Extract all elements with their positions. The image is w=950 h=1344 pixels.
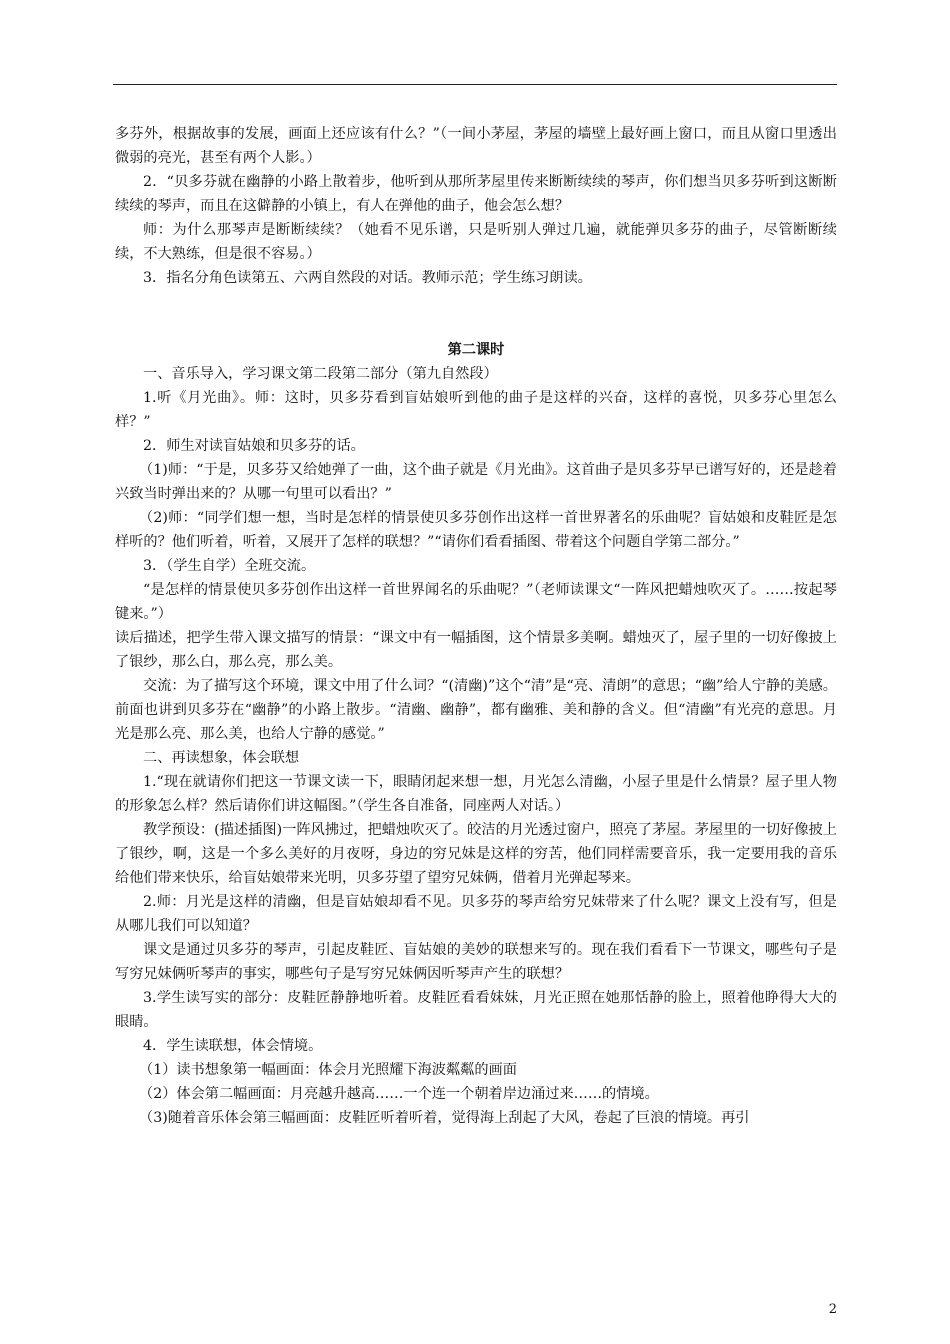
paragraph: （2）体会第二幅画面：月亮越升越高……一个连一个朝着岸边涌过来……的情境。	[139, 1086, 659, 1102]
header-rule	[113, 84, 837, 85]
paragraph: 3.学生读写实的部分：皮鞋匠静静地听着。皮鞋匠看看妹妹，月光正照在她那恬静的脸上，照着他睁得大大的眼睛。	[115, 990, 837, 1030]
paragraph: 1.听《月光曲》。师：这时，贝多芬看到盲姑娘听到他的曲子是这样的兴奋，这样的喜悦，贝多芬心里怎么样？”	[115, 390, 837, 430]
paragraph: 2．师生对读盲姑娘和贝多芬的话。	[143, 438, 365, 454]
paragraph: “是怎样的情景使贝多芬创作出这样一首世界闻名的乐曲呢？”（老师读课文“一阵风把蜡烛吹灭了。……按起琴键来。”）	[115, 582, 837, 622]
paragraph: 多芬外，根据故事的发展，画面上还应该有什么？”（一间小茅屋，茅屋的墙壁上最好画上窗口，而且从窗口里透出微弱的亮光，甚至有两个人影。）	[115, 126, 837, 166]
paragraph: 1.“现在就请你们把这一节课文读一下，眼睛闭起来想一想，月光怎么清幽，小屋子里是什么情景？屋子里人物的形象怎么样？然后请你们讲这幅图。”（学生各自准备，同座两人对话。）	[115, 774, 837, 814]
paragraph: 2．“贝多芬就在幽静的小路上散着步，他听到从那所茅屋里传来断断续续的琴声，你们想当贝多芬听到这断断续续的琴声，而且在这僻静的小镇上，有人在弹他的曲子，他会怎么想？	[115, 174, 837, 214]
section-title: 第二课时	[447, 342, 505, 358]
paragraph: 2.师：月光是这样的清幽，但是盲姑娘却看不见。贝多芬的琴声给穷兄妹带来了什么呢？课文上没有写，但是从哪儿我们可以知道？	[115, 894, 837, 934]
paragraph: 交流：为了描写这个环境，课文中用了什么词？“(清幽)”这个“清”是“亮、清朗”的意思；“幽”给人宁静的美感。前面也讲到贝多芬在“幽静”的小路上散步。“清幽、幽静”，都有幽雅、美和静的含义。但“清幽”有光亮的意思。月光是那么亮、那么美，也给人宁静的感觉。”	[115, 678, 837, 742]
paragraph: 教学预设：(描述插图)一阵风拂过，把蜡烛吹灭了。皎洁的月光透过窗户，照亮了茅屋。茅屋里的一切好像披上了银纱，啊，这是一个多么美好的月夜呀，身边的穷兄妹是这样的穷苦，他们同样需要音乐，我一定要用我的音乐给他们带来快乐，给盲姑娘带来光明，贝多芬望了望穷兄妹俩，借着月光弹起琴来。	[115, 822, 837, 886]
paragraph: 一、音乐导入，学习课文第二段第二部分（第九自然段）	[143, 366, 498, 382]
page-number: 2	[828, 1302, 837, 1317]
paragraph: （3)随着音乐体会第三幅画面：皮鞋匠听着听着，觉得海上刮起了大风，卷起了巨浪的情境。再引	[139, 1110, 750, 1126]
paragraph: 3．（学生自学）全班交流。	[143, 558, 316, 574]
paragraph: 读后描述，把学生带入课文描写的情景：“课文中有一幅插图，这个情景多美啊。蜡烛灭了，屋子里的一切好像披上了银纱，那么白，那么亮，那么美。	[115, 630, 837, 670]
paragraph: 课文是通过贝多芬的琴声，引起皮鞋匠、盲姑娘的美妙的联想来写的。现在我们看看下一节课文，哪些句子是写穷兄妹俩听琴声的事实，哪些句子是写穷兄妹俩因听琴声产生的联想？	[115, 942, 837, 982]
paragraph: （2)师：“同学们想一想，当时是怎样的情景使贝多芬创作出这样一首世界著名的乐曲呢？盲姑娘和皮鞋匠是怎样听的？他们听着，听着，又展开了怎样的联想？”“请你们看看插图、带着这个问题自学第二部分。”	[115, 510, 837, 550]
paragraph: （1)师：“于是，贝多芬又给她弹了一曲，这个曲子就是《月光曲》。这首曲子是贝多芬早已谱写好的，还是趁着兴致当时弹出来的？从哪一句里可以看出？”	[115, 462, 837, 502]
document-body	[115, 122, 837, 1130]
paragraph: 4．学生读联想，体会情境。	[143, 1038, 323, 1054]
section-gap	[115, 290, 837, 338]
paragraph: （1）读书想象第一幅画面：体会月光照耀下海波粼粼的画面	[139, 1062, 517, 1078]
paragraph: 3．指名分角色读第五、六两自然段的对话。教师示范；学生练习朗读。	[143, 270, 592, 286]
paragraph: 师：为什么那琴声是断断续续？（她看不见乐谱，只是听别人弹过几遍，就能弹贝多芬的曲子，尽管断断续续，不大熟练，但是很不容易。）	[115, 222, 837, 262]
paragraph: 二、再读想象，体会联想	[143, 750, 300, 766]
